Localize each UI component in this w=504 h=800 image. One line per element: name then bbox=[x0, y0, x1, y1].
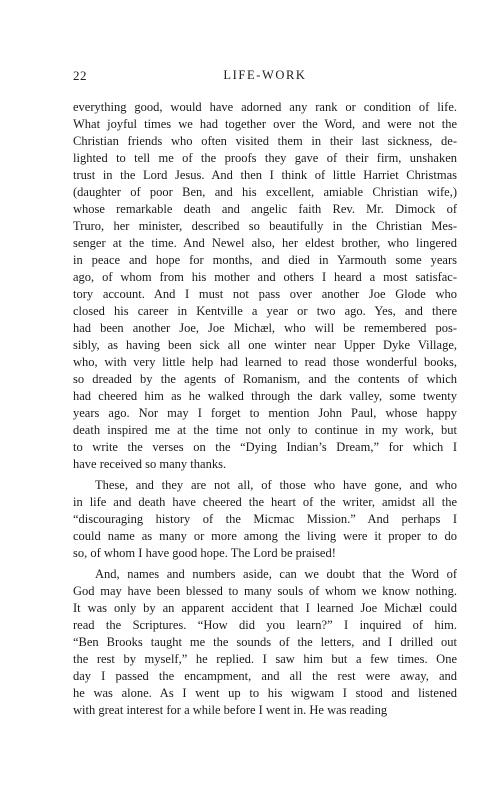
text-line: tory account. And I must not pass over another Joe Glode who bbox=[73, 287, 457, 301]
paragraph bbox=[73, 477, 457, 562]
text-line: had been another Joe, Joe Michæl, who will be remembered pos- bbox=[73, 321, 457, 335]
page-number: 22 bbox=[73, 68, 87, 83]
page-header bbox=[73, 68, 457, 86]
text-line: These, and they are not all, of those who have gone, and who bbox=[95, 478, 457, 492]
text-line: so, of whom I have good hope. The Lord be praised! bbox=[73, 546, 336, 560]
text-line: everything good, would have adorned any rank or condition of life. bbox=[73, 100, 457, 114]
running-head: LIFE-WORK bbox=[223, 68, 307, 82]
text-line: to write the verses on the “Dying Indian’s Dream,” for which I bbox=[73, 440, 457, 454]
text-line: It was only by an apparent accident that I learned Joe Michæl could bbox=[73, 601, 457, 615]
text-line: And, names and numbers aside, can we doubt that the Word of bbox=[95, 567, 457, 581]
text-line: “Ben Brooks taught me the sounds of the letters, and I drilled out bbox=[73, 635, 457, 649]
text-line: have received so many thanks. bbox=[73, 457, 227, 471]
text-line: Truro, her minister, described so beautifully in the Christian Mes- bbox=[73, 219, 457, 233]
text-line: could name as many or more among the living were it proper to do bbox=[73, 529, 457, 543]
text-line: with great interest for a while before I went in. He was reading bbox=[73, 703, 388, 717]
text-line: death inspired me at the time not only to continue in my work, but bbox=[73, 423, 457, 437]
text-line: whose remarkable death and angelic faith Rev. Mr. Dimock of bbox=[73, 202, 457, 216]
text-line: God may have been blessed to many souls of whom we know nothing. bbox=[73, 584, 457, 598]
text-line: in peace and hope for months, and died in Yarmouth some years bbox=[73, 253, 457, 267]
body-text bbox=[73, 99, 457, 719]
text-line: day I passed the encampment, and all the rest were away, and bbox=[73, 669, 457, 683]
text-line: What joyful times we had together over the Word, and were not the bbox=[73, 117, 457, 131]
paragraph bbox=[73, 99, 457, 473]
text-line: “discouraging history of the Micmac Mission.” And perhaps I bbox=[73, 512, 457, 526]
text-line: Christian friends who often visited them in their last sickness, de- bbox=[73, 134, 457, 148]
text-line: senger at the time. And Newel also, her eldest brother, who lingered bbox=[73, 236, 457, 250]
text-line: (daughter of poor Ben, and his excellent, amiable Christian wife,) bbox=[73, 185, 457, 199]
text-line: trust in the Lord Jesus. And then I think of little Harriet Christmas bbox=[73, 168, 457, 182]
paragraph bbox=[73, 566, 457, 719]
text-line: had cheered him as he walked through the dark valley, some twenty bbox=[73, 389, 457, 403]
text-line: so dreaded by the agents of Romanism, and the contents of which bbox=[73, 372, 457, 386]
text-line: closed his career in Kentville a year or two ago. Yes, and there bbox=[73, 304, 457, 318]
text-line: read the Scriptures. “How did you learn?” I inquired of him. bbox=[73, 618, 457, 632]
text-line: he was alone. As I went up to his wigwam I stood and listened bbox=[73, 686, 457, 700]
text-line: lighted to tell me of the proofs they gave of their firm, unshaken bbox=[73, 151, 457, 165]
text-line: ago, of whom from his mother and others I heard a most satisfac- bbox=[73, 270, 457, 284]
text-line: sibly, as having been sick all one winter near Upper Dyke Village, bbox=[73, 338, 457, 352]
text-line: in life and death have cheered the heart of the writer, amidst all the bbox=[73, 495, 457, 509]
text-line: years ago. Nor may I forget to mention John Paul, whose happy bbox=[73, 406, 457, 420]
text-line: who, with very little help had learned to read those wonderful books, bbox=[73, 355, 457, 369]
text-line: the rest by myself,” he replied. I saw him but a few times. One bbox=[73, 652, 457, 666]
